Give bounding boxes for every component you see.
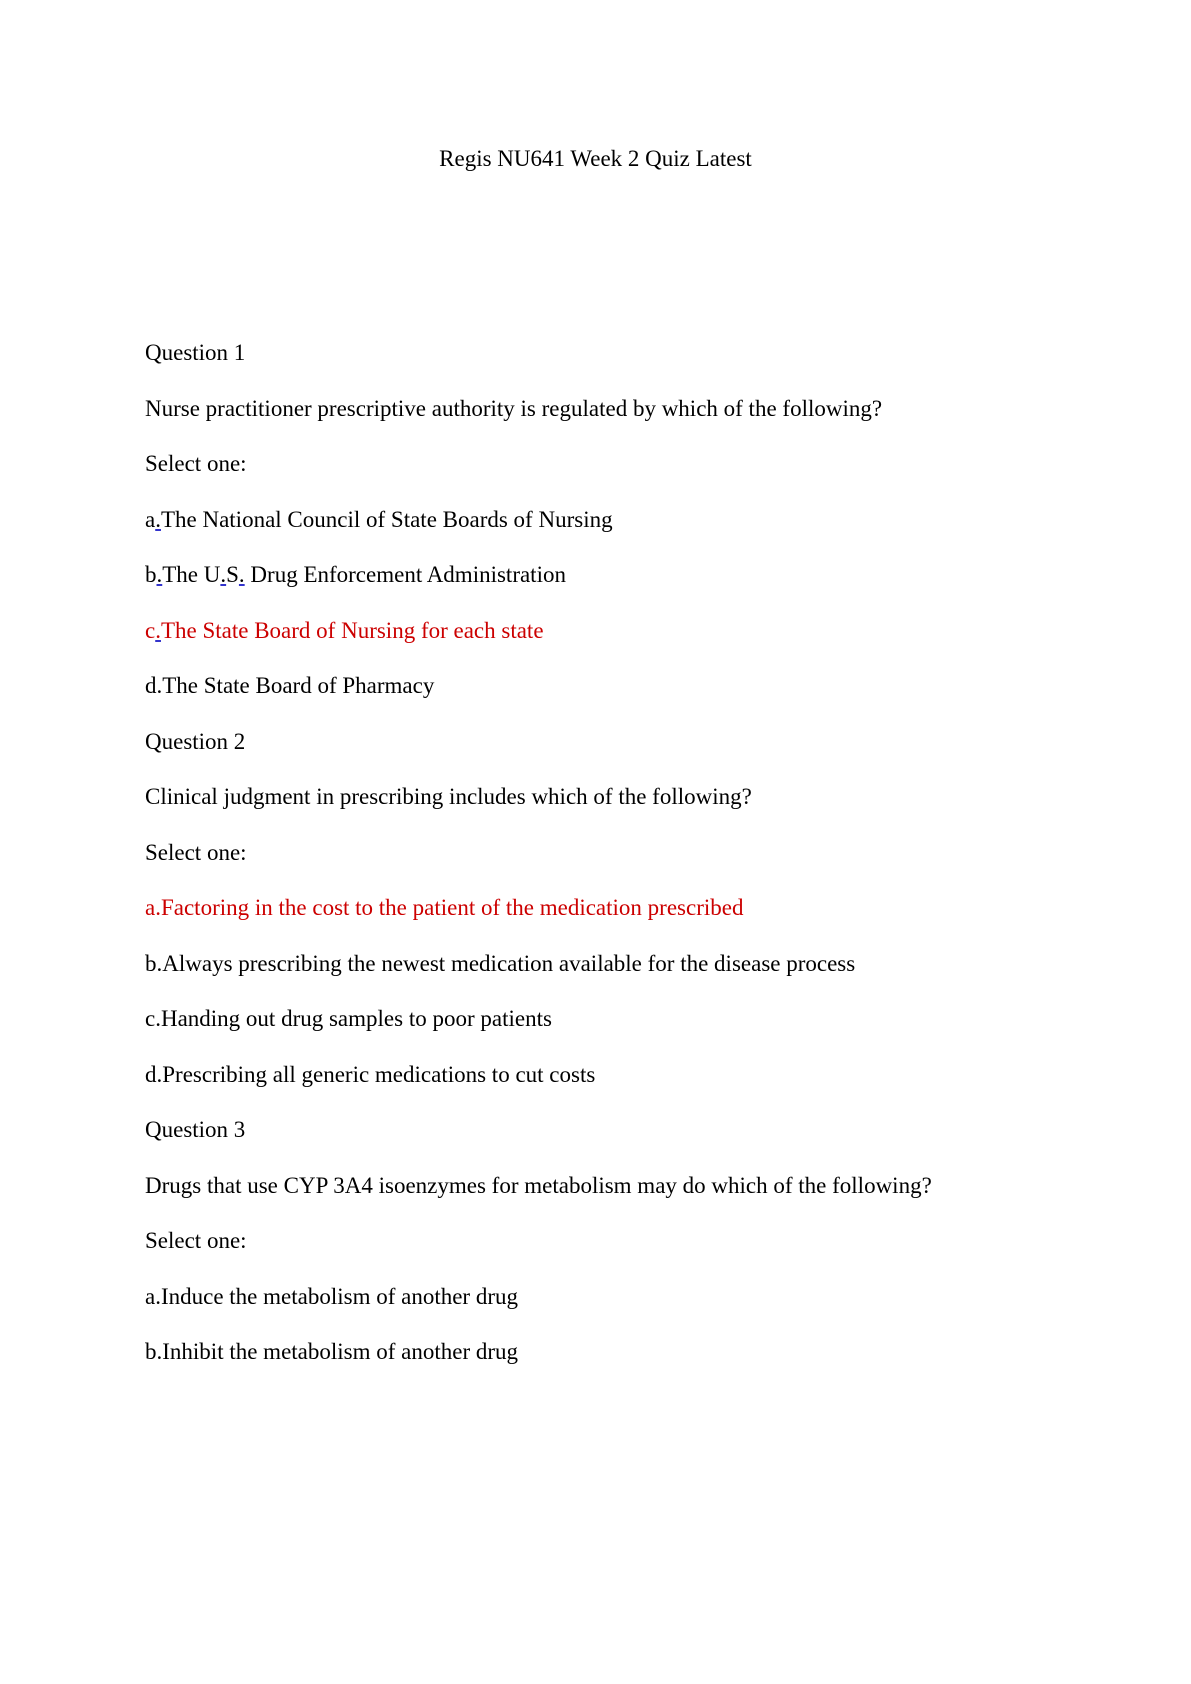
question-2-prompt: Clinical judgment in prescribing includes which of the following?: [145, 784, 752, 809]
option-text-part-2: S: [226, 562, 239, 587]
question-2-heading: Question 2: [145, 728, 246, 754]
option-separator: .: [156, 562, 163, 587]
option-letter: a: [145, 506, 156, 532]
option-text-part-3: Drug Enforcement Administration: [244, 562, 566, 587]
option-letter: a.: [145, 895, 161, 920]
option-text: Induce the metabolism of another drug: [160, 1283, 518, 1309]
question-1-option-d: [145, 671, 1105, 727]
document-title: Regis NU641 Week 2 Quiz Latest: [439, 146, 752, 171]
option-letter: c.: [145, 1006, 161, 1031]
option-dot-2: .: [238, 562, 245, 587]
quiz-content: [145, 338, 1105, 1393]
option-dot-1: .: [220, 562, 227, 587]
option-text: The State Board of Pharmacy: [162, 673, 435, 698]
option-separator: .: [155, 617, 161, 643]
question-2-option-c: [145, 1004, 1105, 1060]
question-1-instruction: Select one:: [145, 451, 247, 476]
question-3-option-a: [145, 1282, 1105, 1338]
question-3-option-b: [145, 1337, 1105, 1393]
option-text: Handing out drug samples to poor patients: [160, 1006, 552, 1031]
question-3-prompt: Drugs that use CYP 3A4 isoenzymes for metabolism may do which of the following?: [145, 1172, 932, 1198]
option-letter: a.: [145, 1283, 161, 1309]
option-text: Factoring in the cost to the patient of the medication prescribed: [160, 895, 744, 920]
option-text: Prescribing all generic medications to cut costs: [162, 1061, 596, 1087]
question-2-option-a-correct: [145, 893, 1105, 949]
option-letter: b.: [145, 950, 163, 976]
option-separator: .: [155, 506, 161, 532]
option-text: The State Board of Nursing for each state: [160, 617, 544, 643]
question-2-option-d: [145, 1060, 1105, 1116]
question-2-instruction: Select one:: [145, 839, 247, 865]
option-letter: b.: [145, 1339, 163, 1364]
question-1-option-b: [145, 560, 1105, 616]
option-letter: b: [145, 562, 157, 587]
question-1-heading: Question 1: [145, 340, 246, 365]
question-3-heading: Question 3: [145, 1117, 246, 1142]
question-1-option-c-correct: [145, 616, 1105, 672]
option-text: Always prescribing the newest medication available for the disease process: [162, 950, 856, 976]
option-text-part-1: The U: [162, 562, 221, 587]
question-3-instruction: Select one:: [145, 1228, 247, 1253]
option-letter: d.: [145, 673, 163, 698]
question-1-prompt: Nurse practitioner prescriptive authority is regulated by which of the following?: [145, 395, 883, 421]
option-text: Inhibit the metabolism of another drug: [162, 1339, 519, 1364]
option-letter: c: [145, 617, 156, 643]
option-text: The National Council of State Boards of Nursing: [160, 506, 613, 532]
question-1-option-a: [145, 505, 1105, 561]
option-letter: d.: [145, 1061, 163, 1087]
question-2-option-b: [145, 949, 1105, 1005]
